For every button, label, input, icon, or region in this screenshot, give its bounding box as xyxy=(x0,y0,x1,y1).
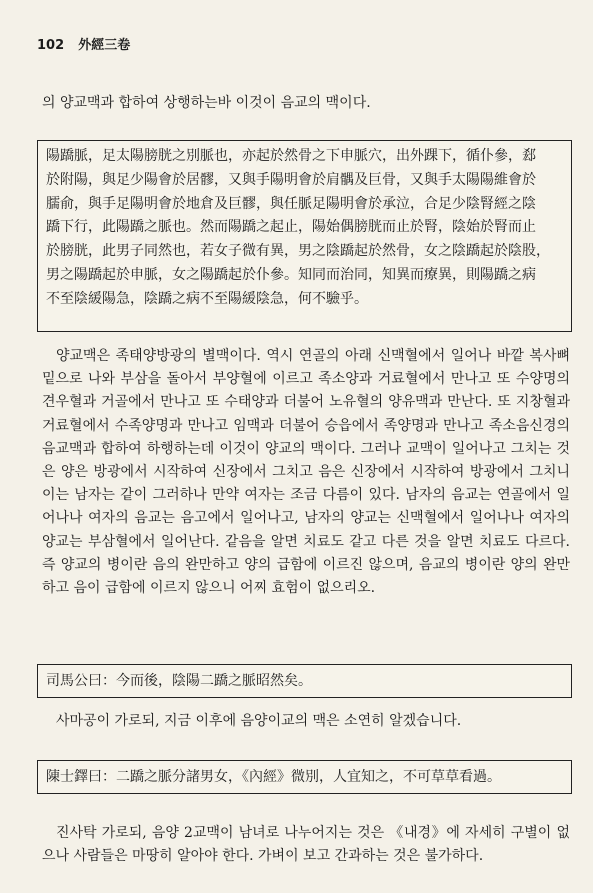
classical-line: 於膀胱，此男子同然也，若女子微有異，男之陰蹻起於然骨，女之陰蹻起於陰股， xyxy=(46,243,550,260)
book-title: 外經三卷 xyxy=(78,38,131,53)
sima-quote-text: 司馬公曰：今而後，陰陽二蹻之脈昭然矣。 xyxy=(46,673,312,689)
chen-quote-text: 陳士鐸曰：二蹻之脈分諸男女，《內經》微別，人宜知之，不可草草看過。 xyxy=(46,769,501,785)
intro-line: 의 양교맥과 합하여 상행하는바 이것이 음교의 맥이다. xyxy=(42,95,371,111)
korean-translation-paragraph: 양교맥은 족태양방광의 별맥이다. 역시 연골의 아래 신맥혈에서 일어나 바깥 복사뼈 밑으로 나와 부삼을 돌아서 부양혈에 이르고 족소양과 거료혈에서 만나고 또 수양명의 견우혈과 거골에서 만나고 또 수태양과 더불어 노유혈의 양유맥과 만난다. 또 지창혈과 거료혈에서 수족양명과 만나고 임맥과 더불어 승읍에서 족양명과 만나고 족소음신경의 음교맥과 합하여 하행하는데 이것이 양교의 맥이다. 그러나 교맥이 일어나고 그치는 것은 양은 방광에서 시작하여 신장에서 그치고 음은 신장에서 시작하여 방광에서 그치니 이는 남자는 같이 그러하나 만약 여자는 조금 다름이 있다. 남자의 음교는 연골에서 일어나나 여자의 음교는 음고에서 일어나고, 남자의 양교는 신맥혈에서 일어나나 여자의 양교는 부삼혈에서 일어난다. 같음을 알면 치료도 같고 다른 것을 알면 치료도 다르다. 즉 양교의 병이란 음의 완만하고 양의 급함에 이르진 않으며, 음교의 병이란 양의 완만하고 음이 급함에 이르지 않으니 어찌 효험이 없으리오. xyxy=(42,348,570,597)
classical-line: 蹻下行，此陽蹻之脈也。然而陽蹻之起止，陽始偶膀胱而止於腎，陰始於腎而止 xyxy=(46,219,536,236)
classical-line: 男之陽蹻起於申脈，女之陽蹻起於仆參。知同而治同，知異而療異，則陽蹻之病 xyxy=(46,266,536,283)
classical-line: 臑俞，與手足陽明會於地倉及巨髎，與任脈足陽明會於承泣，合足少陰腎經之陰 xyxy=(46,195,536,212)
classical-text-box xyxy=(37,140,572,332)
chen-translation: 진사탁 가로되, 음양 2교맥이 남녀로 나누어지는 것은 《내경》에 자세히 구별이 없으나 사람들은 마땅히 알아야 한다. 가벼이 보고 간과하는 것은 불가하다. xyxy=(42,825,570,865)
chen-quote-box xyxy=(37,760,572,794)
running-header xyxy=(37,34,130,53)
classical-line: 於附陽，與足少陽會於居髎，又與手陽明會於肩髃及巨骨，又與手太陽陽維會於 xyxy=(46,171,536,188)
sima-quote-box xyxy=(37,664,572,698)
page-number: 102 xyxy=(37,38,65,53)
classical-line: 不至陰緩陽急，陰蹻之病不至陽緩陰急，何不驗乎。 xyxy=(46,290,368,307)
classical-line: 陽蹻脈，足太陽膀胱之別脈也，亦起於然骨之下申脈穴，出外踝下，循仆參，郄 xyxy=(46,148,536,164)
sima-translation: 사마공이 가로되, 지금 이후에 음양이교의 맥은 소연히 알겠습니다. xyxy=(56,713,462,729)
